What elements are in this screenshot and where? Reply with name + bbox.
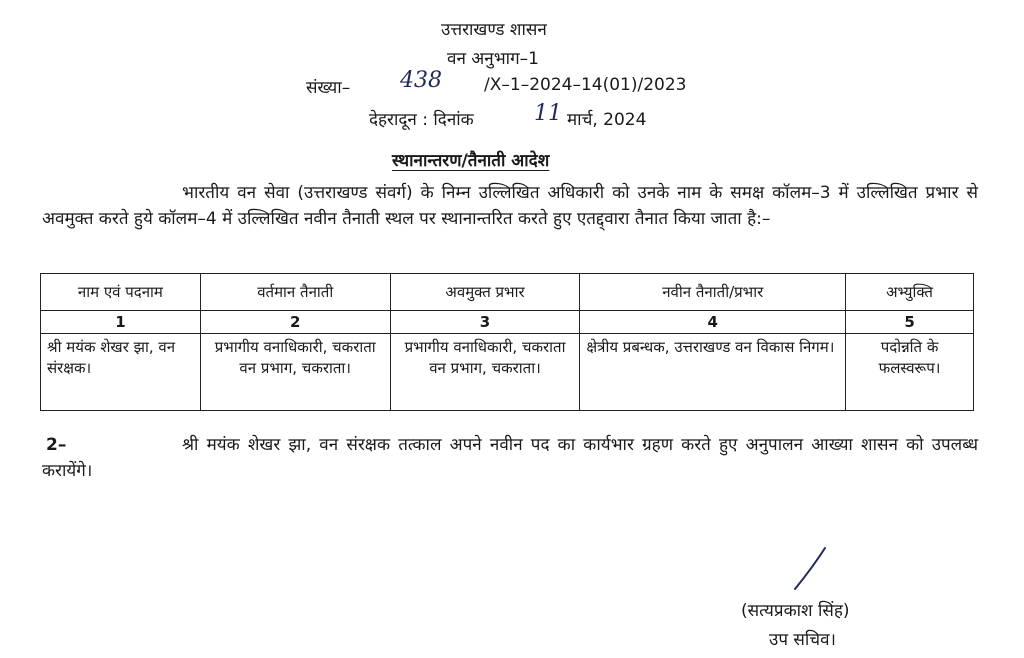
relieved-charge-cell: प्रभागीय वनाधिकारी, चकराता वन प्रभाग, चकराता। [390, 334, 580, 411]
number-label: संख्या– [306, 78, 351, 98]
column-number: 2 [200, 311, 390, 334]
new-posting-cell: क्षेत्रीय प्रबन्धक, उत्तराखण्ड वन विकास निगम। [580, 334, 846, 411]
table-header: अभ्युक्ति [846, 274, 974, 311]
order-title: स्थानान्तरण/तैनाती आदेश [392, 151, 550, 171]
table-header: नवीन तैनाती/प्रभार [580, 274, 846, 311]
signatory-designation: उप सचिव। [769, 630, 836, 650]
table-header: नाम एवं पदनाम [41, 274, 201, 311]
para2-text: श्री मयंक शेखर झा, वन संरक्षक तत्काल अपने नवीन पद का कार्यभार ग्रहण करते हुए अनुपालन आख्या शासन को उपलब्ध करायेंगे। [42, 435, 978, 481]
handwritten-number: 438 [400, 68, 442, 93]
section-name: वन अनुभाग–1 [447, 49, 539, 69]
para2-number: 2– [46, 435, 67, 455]
table-header-row [41, 274, 974, 311]
government-name: उत्तराखण्ड शासन [441, 20, 547, 40]
column-number: 1 [41, 311, 201, 334]
file-number: /X–1–2024–14(01)/2023 [484, 75, 687, 95]
column-number-row [41, 311, 974, 334]
signature-stroke [790, 545, 830, 593]
intro-paragraph: भारतीय वन सेवा (उत्तराखण्ड संवर्ग) के निम्न उल्लिखित अधिकारी को उनके नाम के समक्ष कॉलम–3 में उल्लिखित प्रभार से अवमुक्त करते हुये कॉलम–4 में उल्लिखित नवीन तैनाती स्थल पर स्थानान्तरित करते हुए एतद्द्वारा तैनात किया जाता है:– [42, 183, 978, 229]
handwritten-date: 11 [534, 101, 562, 126]
transfer-table [40, 273, 974, 411]
table-row [41, 334, 974, 411]
place-date-label: देहरादून : दिनांक [369, 110, 474, 130]
column-number: 3 [390, 311, 580, 334]
month-year: मार्च, 2024 [567, 110, 647, 130]
current-posting-cell: प्रभागीय वनाधिकारी, चकराता वन प्रभाग, चकराता। [200, 334, 390, 411]
officer-name-cell: श्री मयंक शेखर झा, वन संरक्षक। [41, 334, 201, 411]
remarks-cell: पदोन्नति के फलस्वरूप। [846, 334, 974, 411]
column-number: 4 [580, 311, 846, 334]
table-header: वर्तमान तैनाती [200, 274, 390, 311]
signatory-name: (सत्यप्रकाश सिंह) [741, 601, 850, 621]
column-number: 5 [846, 311, 974, 334]
table-header: अवमुक्त प्रभार [390, 274, 580, 311]
